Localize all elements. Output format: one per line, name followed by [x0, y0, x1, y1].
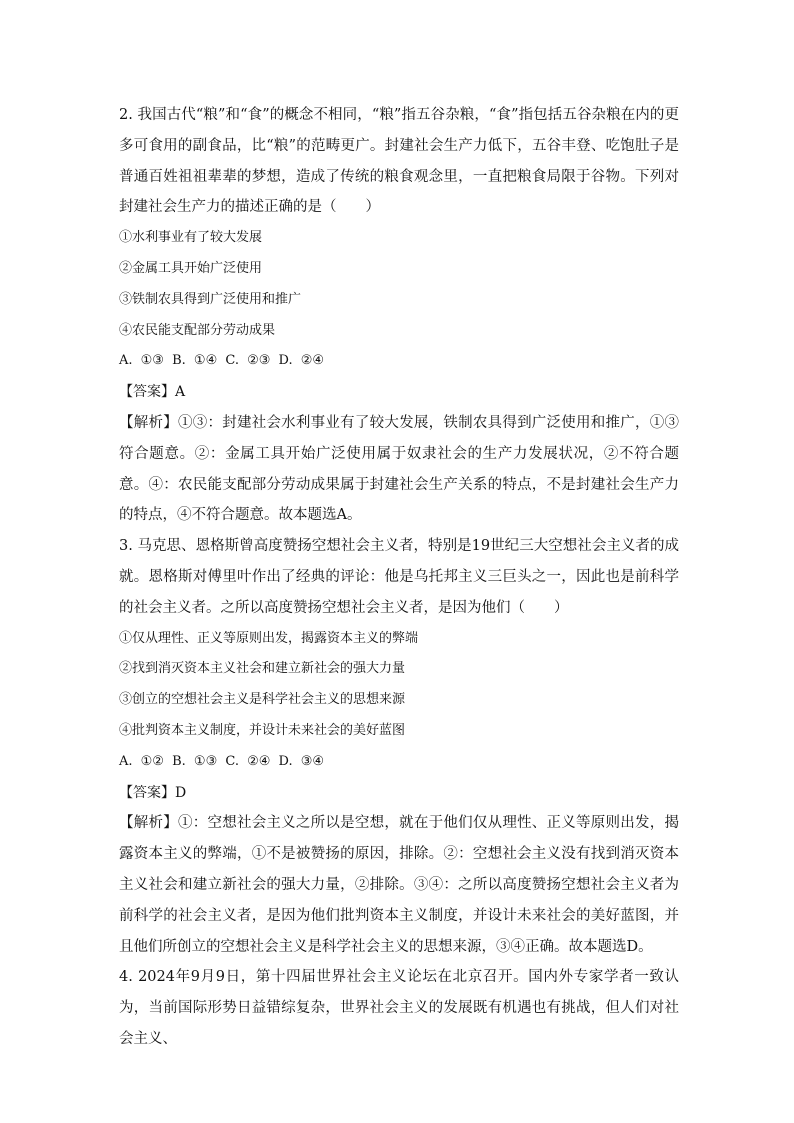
option-4: ④农民能支配部分劳动成果	[119, 322, 276, 338]
option-2: ②找到消灭资本主义社会和建立新社会的强大力量	[119, 661, 406, 677]
question-stem: 3. 马克思、恩格斯曾高度赞扬空想社会主义者，特别是19世纪三大空想社会主义者的成就。恩格斯对傅里叶作出了经典的评论：他是乌托邦主义三巨头之一，因此也是前科学的社会主义者。之所以高度赞扬空想社会主义者，是因为他们（ ）	[119, 538, 679, 616]
analysis-text: 【解析】①：空想社会主义之所以是空想，就在于他们仅从理性、正义等原则出发，揭露资本主义的弊端，①不是被赞扬的原因，排除。②：空想社会主义没有找到消灭资本主义社会和建立新社会的强大力量，②排除。③④：之所以高度赞扬空想社会主义者为前科学的社会主义者，是因为他们批判资本主义制度，并设计未来社会的美好蓝图，并且他们所创立的空想社会主义是科学社会主义的思想来源，③④正确。故本题选D。	[119, 815, 679, 955]
question-2	[119, 100, 679, 531]
question-stem: 2. 我国古代“粮”和“食”的概念不相同，“粮”指五谷杂粮，“食”指包括五谷杂粮在内的更多可食用的副食品，比“粮”的范畴更广。封建社会生产力低下，五谷丰登、吃饱肚子是普通百姓祖祖辈辈的梦想，造成了传统的粮食观念里，一直把粮食局限于谷物。下列对封建社会生产力的描述正确的是（ ）	[119, 107, 679, 216]
answer-choices: A. ①② B. ①③ C. ②④ D. ③④	[119, 753, 325, 769]
answer-choices: A. ①③ B. ①④ C. ②③ D. ②④	[119, 353, 325, 369]
option-1: ①仅从理性、正义等原则出发，揭露资本主义的弊端	[119, 630, 419, 646]
analysis-text: 【解析】①③：封建社会水利事业有了较大发展，铁制农具得到广泛使用和推广，①③符合题意。②：金属工具开始广泛使用属于奴隶社会的生产力发展状况，②不符合题意。④：农民能支配部分劳动成果属于封建社会生产关系的特点，不是封建社会生产力的特点，④不符合题意。故本题选A。	[119, 414, 679, 524]
answer-label: 【答案】D	[119, 784, 187, 801]
question-3	[119, 531, 679, 962]
option-1: ①水利事业有了较大发展	[119, 230, 263, 246]
option-3: ③铁制农具得到广泛使用和推广	[119, 291, 302, 307]
question-4	[119, 962, 679, 1054]
answer-label: 【答案】A	[119, 384, 186, 401]
option-3: ③创立的空想社会主义是科学社会主义的思想来源	[119, 692, 406, 708]
option-2: ②金属工具开始广泛使用	[119, 260, 263, 276]
option-4: ④批判资本主义制度，并设计未来社会的美好蓝图	[119, 722, 406, 738]
question-stem: 4. 2024年9月9日，第十四届世界社会主义论坛在北京召开。国内外专家学者一致认为，当前国际形势日益错综复杂，世界社会主义的发展既有机遇也有挑战，但人们对社会主义、	[119, 969, 679, 1047]
document-body	[119, 100, 679, 1055]
